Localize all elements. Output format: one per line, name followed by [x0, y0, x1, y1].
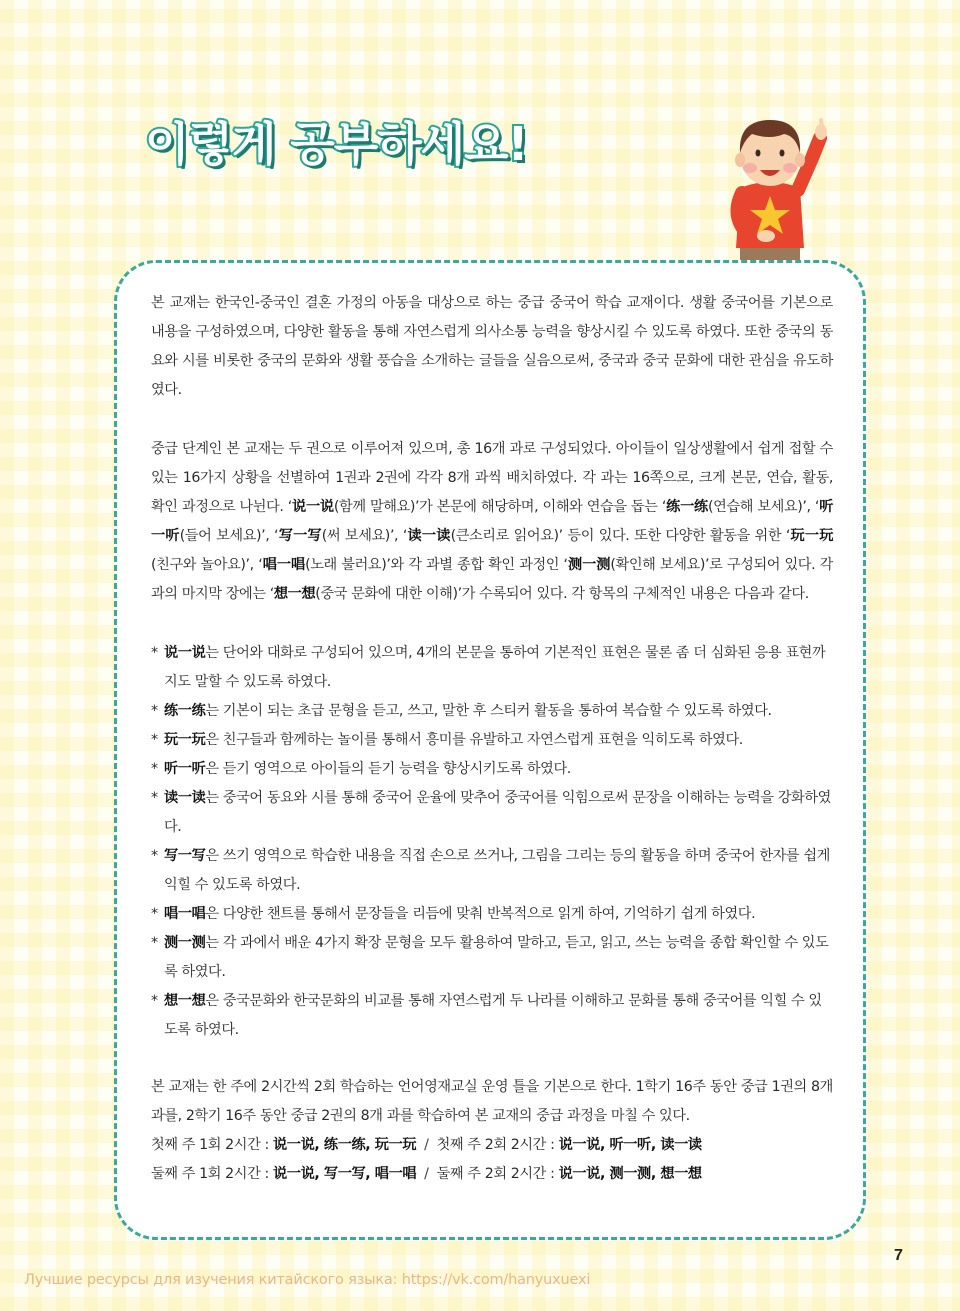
text-segment: (중국 문화에 대한 이해)’가 수록되어 있다. 각 항목의 구체적인 내용은 다음과 같다.: [315, 586, 809, 602]
section-text: 는 기본이 되는 초급 문형을 듣고, 쓰고, 말한 후 스티커 활동을 통하여 복습할 수 있도록 하였다.: [205, 703, 772, 719]
term-read: 读一读: [406, 528, 451, 544]
schedule-label: 둘째 주 1회 2시간 :: [151, 1166, 274, 1182]
schedule-intro: 본 교재는 한 주에 2시간씩 2회 학습하는 언어영재교실 운영 틀을 기본으로 한다. 1학기 16주 동안 중급 1권의 8개 과를, 2학기 16주 동안 중급 2권의 8개 과를 학습하여 본 교재의 중급 과정을 마칠 수 있다.: [151, 1079, 833, 1124]
schedule-items: 说一说, 写一写, 唱一唱: [273, 1166, 417, 1182]
page-number: 7: [894, 1247, 903, 1264]
text-segment: (노래 불러요)’와 각 과별 종합 확인 과정인 ‘: [305, 557, 568, 573]
list-item: [151, 639, 833, 697]
schedule-row-week1: [151, 1131, 833, 1160]
separator: /: [424, 1166, 429, 1182]
section-term: 写一写: [164, 848, 206, 864]
section-description-list: [151, 639, 833, 1045]
section-term: 测一测: [164, 935, 206, 951]
section-text: 은 친구들과 함께하는 놀이를 통해서 흥미를 유발하고 자연스럽게 표현을 익히도록 하였다.: [205, 732, 743, 748]
asterisk-bullet-icon: *: [151, 790, 158, 806]
term-write: 写一写: [278, 528, 322, 544]
boy-pointing-star-sweater-icon: [700, 98, 840, 268]
section-text: 은 다양한 챈트를 통해서 문장들을 리듬에 맞춰 반복적으로 읽게 하여, 기억하기 쉽게 하였다.: [205, 906, 756, 922]
asterisk-bullet-icon: *: [151, 935, 158, 951]
list-item: [151, 987, 833, 1045]
schedule-items: 说一说, 测一测, 想一想: [558, 1166, 702, 1182]
section-text: 은 쓰기 영역으로 학습한 내용을 직접 손으로 쓰거나, 그림을 그리는 등의 활동을 하며 중국어 한자를 쉽게 익힐 수 있도록 하였다.: [164, 848, 830, 893]
section-text: 는 단어와 대화로 구성되어 있으며, 4개의 본문을 통하여 기본적인 표현은 물론 좀 더 심화된 응용 표현까지도 말할 수 있도록 하였다.: [164, 645, 826, 690]
list-item: [151, 697, 833, 726]
schedule-label: 첫째 주 2회 2시간 :: [436, 1137, 559, 1153]
list-item: [151, 842, 833, 900]
schedule-label: 둘째 주 2회 2시간 :: [436, 1166, 559, 1182]
asterisk-bullet-icon: *: [151, 645, 158, 661]
separator: /: [424, 1137, 429, 1153]
section-text: 는 중국어 동요와 시를 통해 중국어 운율에 맞추어 중국어를 익힘으로써 문장을 이해하는 능력을 강화하였다.: [164, 790, 831, 835]
asterisk-bullet-icon: *: [151, 761, 158, 777]
intro-content-box: [114, 260, 866, 1240]
asterisk-bullet-icon: *: [151, 703, 158, 719]
term-think: 想一想: [273, 586, 316, 602]
text-segment: (연습해 보세요)’, ‘: [708, 499, 820, 515]
text-segment: (함께 말해요)’가 본문에 해당하며, 이해와 연습을 돕는 ‘: [333, 499, 666, 515]
list-item: [151, 900, 833, 929]
section-term: 唱一唱: [164, 906, 206, 922]
section-term: 练一练: [164, 703, 206, 719]
schedule-items: 说一说, 练一练, 玩一玩: [273, 1137, 417, 1153]
schedule-section: [151, 1073, 833, 1189]
list-item: [151, 784, 833, 842]
text-segment: (들어 보세요)’, ‘: [179, 528, 279, 544]
page-title: 이렇게 공부하세요!: [145, 117, 528, 171]
section-text: 는 각 과에서 배운 4가지 확장 문형을 모두 활용하여 말하고, 듣고, 읽고, 쓰는 능력을 종합 확인할 수 있도록 하였다.: [164, 935, 829, 980]
term-speak: 说一说: [291, 499, 334, 515]
boy-character-illustration: [700, 98, 840, 268]
text-segment: 중급 단계인 본 교재는 두 권으로 이루어져 있으며, 총 16개 과로 구성되었다. 아이들이 일상생활에서 쉽게 접할 수 있는 16가지 상황을 선별하여 1권과 2권에 각각 8개 과씩 배치하였다. 각 과는 16쪽으로, 크게 본문, 연습, 활동, 확인 과정으로 나뉜다. ‘: [151, 441, 833, 515]
section-term: 听一听: [164, 761, 206, 777]
text-segment: (큰소리로 읽어요)’ 등이 있다. 또한 다양한 활동을 위한 ‘: [450, 528, 790, 544]
intro-paragraph-1: 본 교재는 한국인-중국인 결혼 가정의 아동을 대상으로 하는 중급 중국어 학습 교재이다. 생활 중국어를 기본으로 내용을 구성하였으며, 다양한 활동을 통해 자연스럽게 의사소통 능력을 향상시킬 수 있도록 하였다. 또한 중국의 동요와 시를 비롯한 중국의 문화와 생활 풍습을 소개하는 글들을 실음으로써, 중국과 중국 문화에 대한 관심을 유도하였다.: [151, 295, 833, 398]
term-sing: 唱一唱: [262, 557, 306, 573]
section-term: 读一读: [164, 790, 206, 806]
text-segment: (친구와 놀아요)’, ‘: [151, 557, 263, 573]
schedule-row-week2: [151, 1160, 833, 1189]
term-play: 玩一玩: [789, 528, 833, 544]
section-text: 은 중국문화와 한국문화의 비교를 통해 자연스럽게 두 나라를 이해하고 문화를 통해 중국어를 익힐 수 있도록 하였다.: [164, 993, 822, 1038]
term-test: 测一测: [567, 557, 611, 573]
watermark-text: Лучшие ресурсы для изучения китайского языка: https://vk.com/hanyuxuexi: [24, 1272, 591, 1288]
schedule-items: 说一说, 听一听, 读一读: [558, 1137, 702, 1153]
section-term: 想一想: [164, 993, 206, 1009]
list-item: [151, 726, 833, 755]
term-listen: 听一听: [151, 499, 833, 544]
section-term: 玩一玩: [164, 732, 206, 748]
section-term: 说一说: [164, 645, 206, 661]
list-item: [151, 929, 833, 987]
asterisk-bullet-icon: *: [151, 993, 158, 1009]
schedule-label: 첫째 주 1회 2시간 :: [151, 1137, 274, 1153]
asterisk-bullet-icon: *: [151, 848, 158, 864]
term-practice: 练一练: [665, 499, 709, 515]
asterisk-bullet-icon: *: [151, 732, 158, 748]
text-segment: (확인해 보세요)’로 구성되어 있다. 각 과의 마지막 장에는 ‘: [151, 557, 833, 602]
asterisk-bullet-icon: *: [151, 906, 158, 922]
section-text: 은 듣기 영역으로 아이들의 듣기 능력을 향상시키도록 하였다.: [205, 761, 571, 777]
list-item: [151, 755, 833, 784]
text-segment: (써 보세요)’, ‘: [321, 528, 407, 544]
intro-paragraph-2: [151, 435, 833, 609]
